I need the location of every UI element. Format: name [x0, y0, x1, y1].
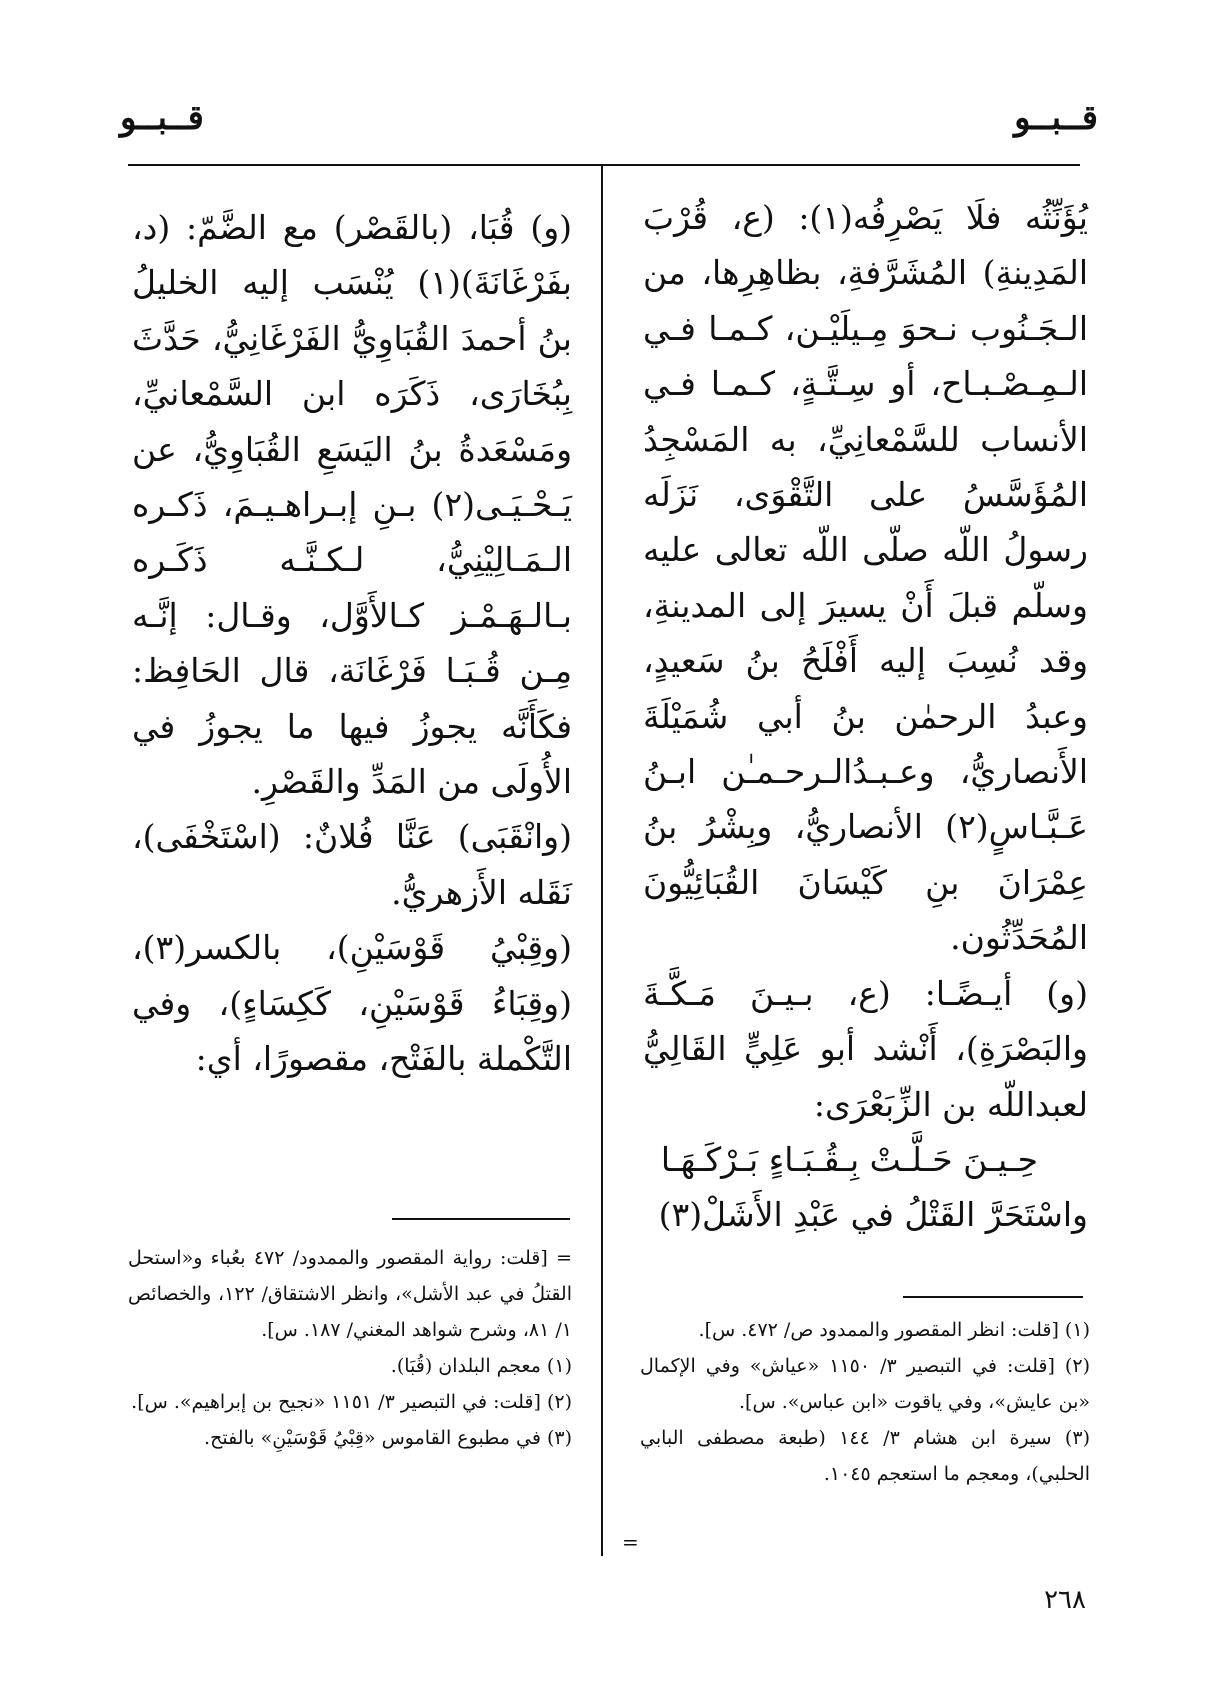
right-footnote-1: (١) [قلت: انظر المقصور والممدود ص/ ٤٧٢. س].	[698, 1319, 1090, 1341]
page-number: ٢٦٨	[1044, 1585, 1086, 1615]
column-divider	[601, 166, 603, 1556]
footnote-rule-left	[392, 1218, 570, 1220]
continuation-mark: =	[622, 1530, 639, 1554]
left-paragraph-1: (و) قُبَا، (بالقَصْر) مع الضَّمّ: (د، بفَرْغَانَةَ)(١) يُنْسَب إليه الخليلُ بنُ أحمدَ القُبَاوِيُّ الفَرْغَانِيُّ، حَدَّثَ بِبُخَارَى، ذَكَرَه ابن السَّمْعانيِّ، ومَسْعَدةُ بنُ اليَسَعِ القُبَاوِيُّ، عن يَـحْـيَـى(٢) بـنِ إبـراهـيـمَ، ذَكـره الـمَـالِيْنِيُّ، لـكـنَّـه ذَكَـره بـالـهَـمْـز كـالأَوَّل، وقـال: إنَّـه مِـن قُـبَـا فَرْغَانَة، قال الحَافِظ: فكَأَنَّه يجوزُ فيها ما يجوزُ في الأُولَى من المَدِّ والقَصْرِ.	[132, 208, 572, 802]
left-paragraph-2: (وانْقَبَى) عَنَّا فُلانٌ: (اسْتَخْفَى)، نَقَله الأَزهريُّ.	[132, 817, 572, 912]
left-footnote-continued: = [قلت: رواية المقصور والممدود/ ٤٧٢ بعُباء و«استحل القتلُ في عبد الأشل»، وانظر الاشتقاق/ ١٢٢، والخصائص ١/ ٨١، وشرح شواهد المغني/ ١٨٧. س].	[128, 1247, 572, 1341]
left-paragraph-3: (وقِبْيُ قَوْسَيْنِ)، بالكسر(٣)، (وقِبَاءُ قَوْسَيْنِ، كَكِسَاءٍ)، وفي التَّكْملة بالفَتْح، مقصورًا، أي:	[132, 928, 572, 1079]
left-footnote-3: (٣) في مطبوع القاموس «قِبْيُ قَوْسَيْنِ» بالفتح.	[204, 1427, 572, 1449]
left-footnotes	[128, 1240, 572, 1456]
verse-line-2: واسْتَحَرَّ القَتْلُ في عَبْدِ الأَشَلْ(٣)	[658, 1194, 1088, 1234]
right-paragraph-1: يُؤَنِّثُه فلَا يَصْرِفُه(١): (ع، قُرْبَ المَدِينةِ) المُشَرَّفةِ، بظاهِرِها، من الـجَـنُوب نـحوَ مِـيلَيْـن، كـمـا فـي الـمِـصْـبـاح، أو سِـتَّـةٍ، كـمـا فـي الأنساب للسَّمْعانِيِّ، به المَسْجِدُ المُؤَسَّسُ على التَّقْوَى، نَزَلَه رسولُ اللّه صلّى اللّه تعالى عليه وسلّم قبلَ أَنْ يسيرَ إلى المدينةِ، وقد نُسِبَ إليه أَفْلَحُ بنُ سَعيدٍ، وعبدُ الرحمٰن بنُ أبي شُمَيْلَةَ الأَنصاريُّ، وعـبـدُالـرحـمـٰن ابـنُ عَـبَّـاسٍ(٢) الأنصاريُّ، وبِشْرُ بنُ عِمْرَانَ بنِ كَيْسَانَ القُبَائِيُّونَ المُحَدِّثُون.	[643, 198, 1088, 958]
right-footnote-2: (٢) [قلت: في التبصير ٣/ ١١٥٠ «عياش» وفي الإكمال «بن عايش»، وفي ياقوت «ابن عباس». س].	[640, 1355, 1090, 1413]
right-footnotes	[640, 1312, 1090, 1492]
right-paragraph-2: (و) أيـضًـا: (ع، بـيـنَ مَـكَّـةَ والبَصْرَةِ)، أَنْشد أبو عَلِيٍّ القَالِيُّ لعبداللّه بن الزِّبَعْرَى:	[643, 973, 1088, 1124]
right-column	[643, 190, 1088, 1242]
verse-line-1: حِـيـنَ حَـلَّـتْ بِـقُـبَـاءٍ بَـرْكَـهَـا	[660, 1139, 1038, 1179]
right-footnote-3: (٣) سيرة ابن هشام ٣/ ١٤٤ (طبعة مصطفى البابي الحلبي)، ومعجم ما استعجم ١٠٤٥.	[640, 1427, 1090, 1485]
left-footnote-1: (١) معجم البلدان (قُبَا).	[390, 1355, 572, 1377]
running-head-left: قــبــو	[120, 98, 204, 138]
left-column	[132, 200, 572, 1087]
left-footnote-2: (٢) [قلت: في التبصير ٣/ ١١٥١ «نجيح بن إبراهيم». س].	[131, 1391, 572, 1413]
header-rule	[128, 164, 1080, 166]
footnote-rule-right	[903, 1296, 1083, 1298]
running-head-right: قــبــو	[1014, 98, 1098, 138]
